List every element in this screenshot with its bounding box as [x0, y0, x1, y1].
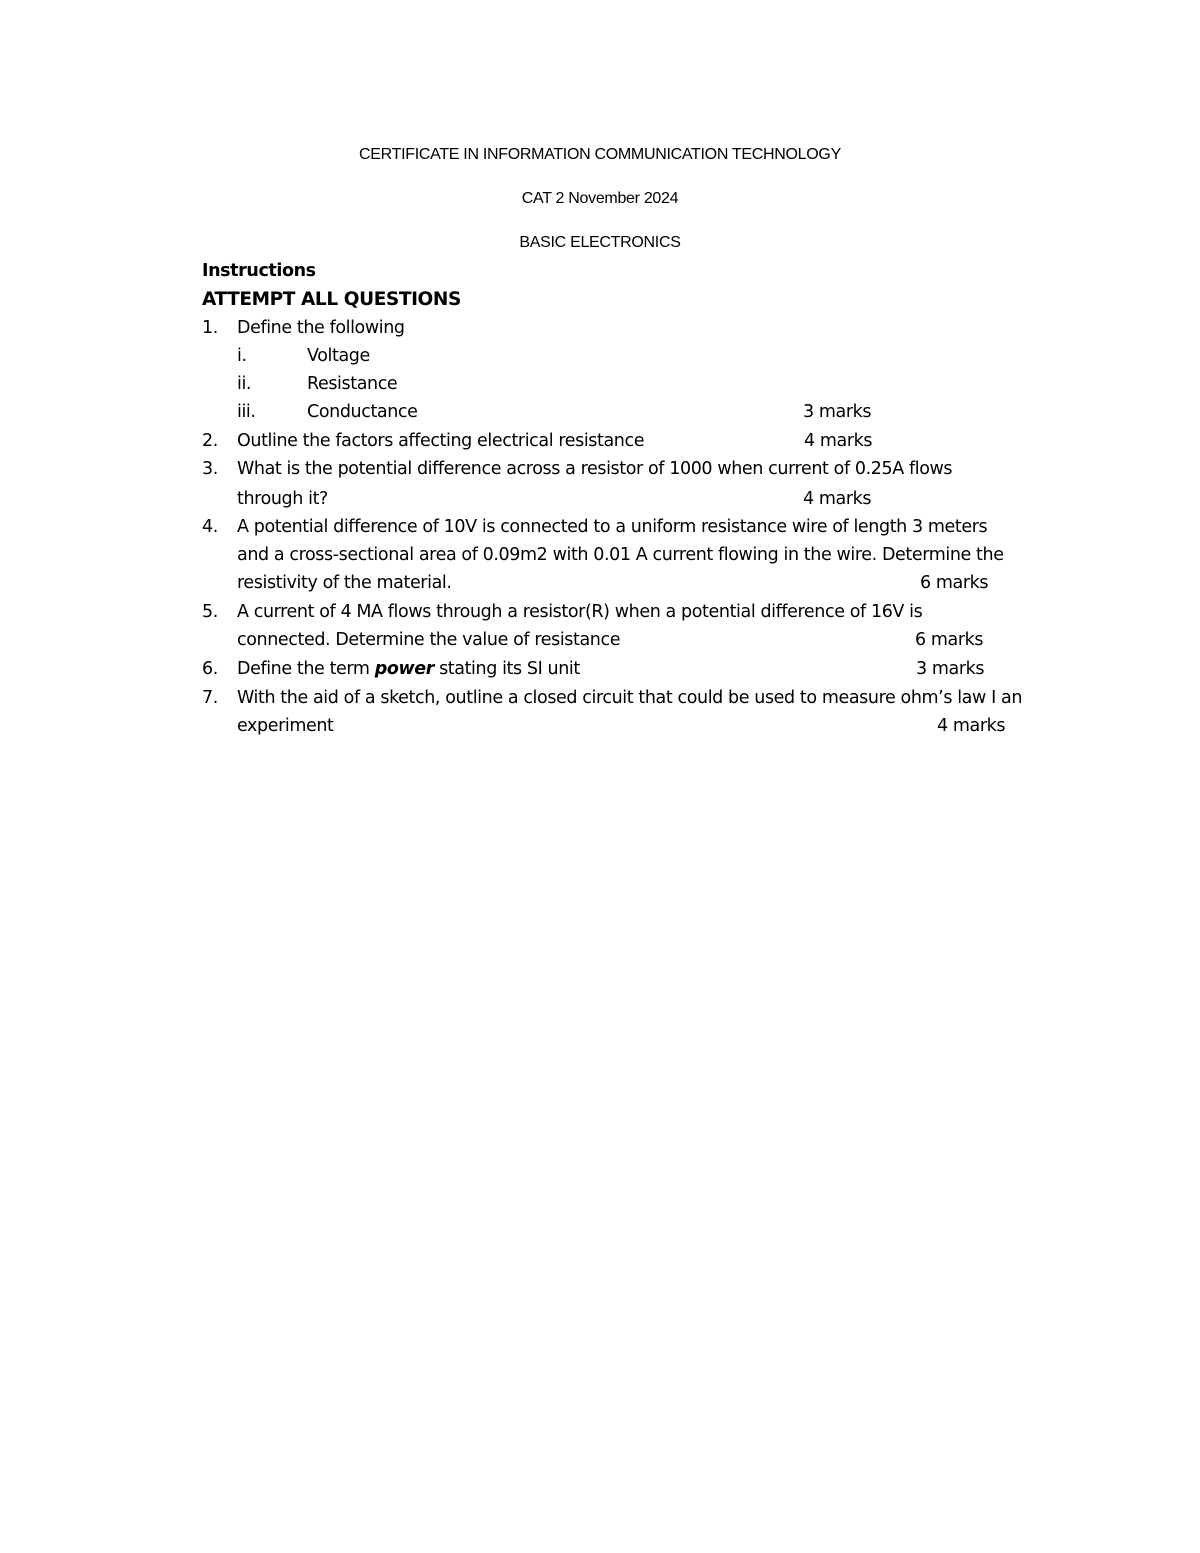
exam-title: CAT 2 November 2024 [521, 190, 679, 207]
question-number: 2. [202, 431, 218, 451]
question-number: 3. [202, 459, 218, 479]
sub-item-text: Resistance [307, 374, 398, 394]
sub-item-number: iii. [237, 402, 256, 422]
question-number: 5. [202, 602, 218, 622]
sub-item-text: Conductance [307, 402, 418, 422]
question-marks: 4 marks [803, 489, 872, 509]
sub-item-number: i. [237, 346, 247, 366]
course-title: CERTIFICATE IN INFORMATION COMMUNICATION TECHNOLOGY [359, 146, 841, 163]
question-text-line: through it? [237, 489, 328, 509]
instructions-subheading: ATTEMPT ALL QUESTIONS [202, 289, 461, 310]
subject-title: BASIC ELECTRONICS [519, 234, 681, 251]
question-number: 1. [202, 318, 218, 338]
question-text-line: experiment [237, 716, 334, 736]
question-text-line: What is the potential difference across a resistor of 1000 when current of 0.25A flows [237, 459, 953, 479]
question-text [237, 659, 580, 679]
question-text-line: With the aid of a sketch, outline a closed circuit that could be used to measure ohm’s law I an [237, 688, 1023, 708]
question-text: Outline the factors affecting electrical resistance [237, 431, 645, 451]
sub-item-number: ii. [237, 374, 252, 394]
question-text-line: A current of 4 MA flows through a resistor(R) when a potential difference of 16V is [237, 602, 923, 622]
question-text-before: Define the term [237, 659, 375, 679]
question-marks: 6 marks [915, 630, 984, 650]
question-text-after: stating its SI unit [433, 659, 580, 679]
question-marks: 4 marks [937, 716, 1006, 736]
emphasized-term: power [374, 659, 434, 679]
question-text-line: connected. Determine the value of resistance [237, 630, 621, 650]
question-number: 6. [202, 659, 218, 679]
question-number: 4. [202, 517, 218, 537]
question-marks: 6 marks [920, 573, 989, 593]
question-text: Define the following [237, 318, 405, 338]
question-text-line: and a cross-sectional area of 0.09m2 with 0.01 A current flowing in the wire. Determine the [237, 545, 1004, 565]
question-marks: 3 marks [916, 659, 985, 679]
question-marks: 4 marks [804, 431, 873, 451]
sub-item-text: Voltage [307, 346, 370, 366]
question-text-line: A potential difference of 10V is connected to a uniform resistance wire of length 3 meters [237, 517, 988, 537]
question-marks: 3 marks [803, 402, 872, 422]
instructions-heading: Instructions [202, 261, 316, 281]
question-number: 7. [202, 688, 218, 708]
question-text-line: resistivity of the material. [237, 573, 452, 593]
